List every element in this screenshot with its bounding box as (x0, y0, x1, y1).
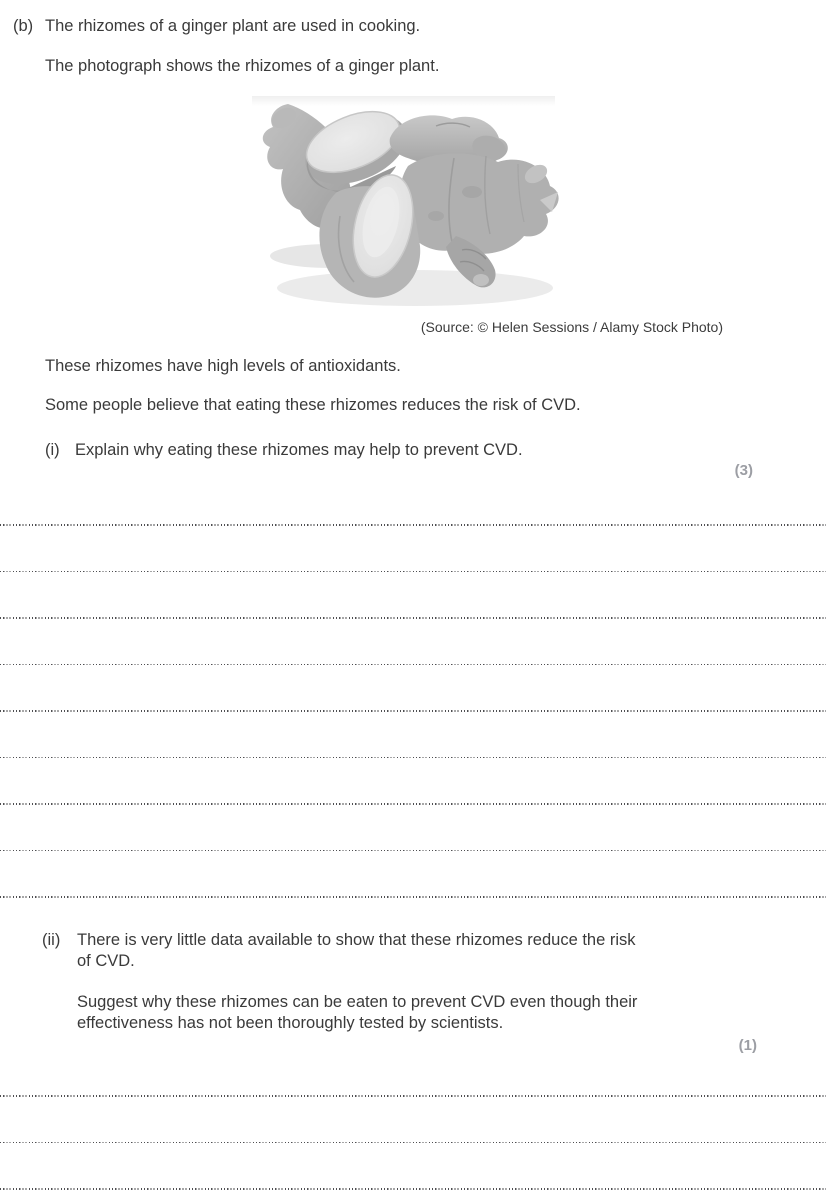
ginger-photo-image (240, 96, 567, 315)
answer-dotted-line (0, 571, 826, 573)
photo-caption: (Source: © Helen Sessions / Alamy Stock Photo) (420, 319, 723, 335)
answer-dotted-line (0, 664, 826, 666)
answer-dotted-line (0, 1188, 826, 1190)
sub-question-i-text: Explain why eating these rhizomes may help to prevent CVD. (75, 441, 523, 459)
answer-dotted-line (0, 850, 826, 852)
answer-dotted-line (0, 803, 826, 805)
intro-text-line2: The photograph shows the rhizomes of a ginger plant. (45, 57, 440, 75)
sub-question-ii-text-line4: effectiveness has not been thoroughly tested by scientists. (77, 1014, 504, 1032)
ginger-photo (240, 96, 567, 315)
answer-dotted-line (0, 524, 826, 526)
statement-belief: Some people believe that eating these rhizomes reduces the risk of CVD. (45, 396, 581, 414)
sub-question-ii-label: (ii) (42, 931, 61, 949)
sub-question-i-label: (i) (45, 441, 60, 459)
part-b-label: (b) (13, 17, 34, 35)
answer-dotted-line (0, 1142, 826, 1144)
answer-dotted-line (0, 710, 826, 712)
sub-question-ii-text-line2: of CVD. (77, 952, 135, 970)
answer-area-i (0, 524, 826, 904)
intro-text-line1: The rhizomes of a ginger plant are used in cooking. (45, 17, 421, 35)
answer-area-ii (0, 1095, 826, 1190)
statement-antioxidants: These rhizomes have high levels of antioxidants. (45, 357, 401, 375)
answer-dotted-line (0, 1095, 826, 1097)
answer-dotted-line (0, 617, 826, 619)
marks-badge-i: (3) (734, 462, 753, 479)
sub-question-ii-text-line3: Suggest why these rhizomes can be eaten to prevent CVD even though their (77, 993, 638, 1011)
answer-dotted-line (0, 896, 826, 898)
answer-dotted-line (0, 757, 826, 759)
marks-badge-ii: (1) (738, 1037, 757, 1054)
sub-question-ii-text-line1: There is very little data available to show that these rhizomes reduce the risk (77, 931, 636, 949)
